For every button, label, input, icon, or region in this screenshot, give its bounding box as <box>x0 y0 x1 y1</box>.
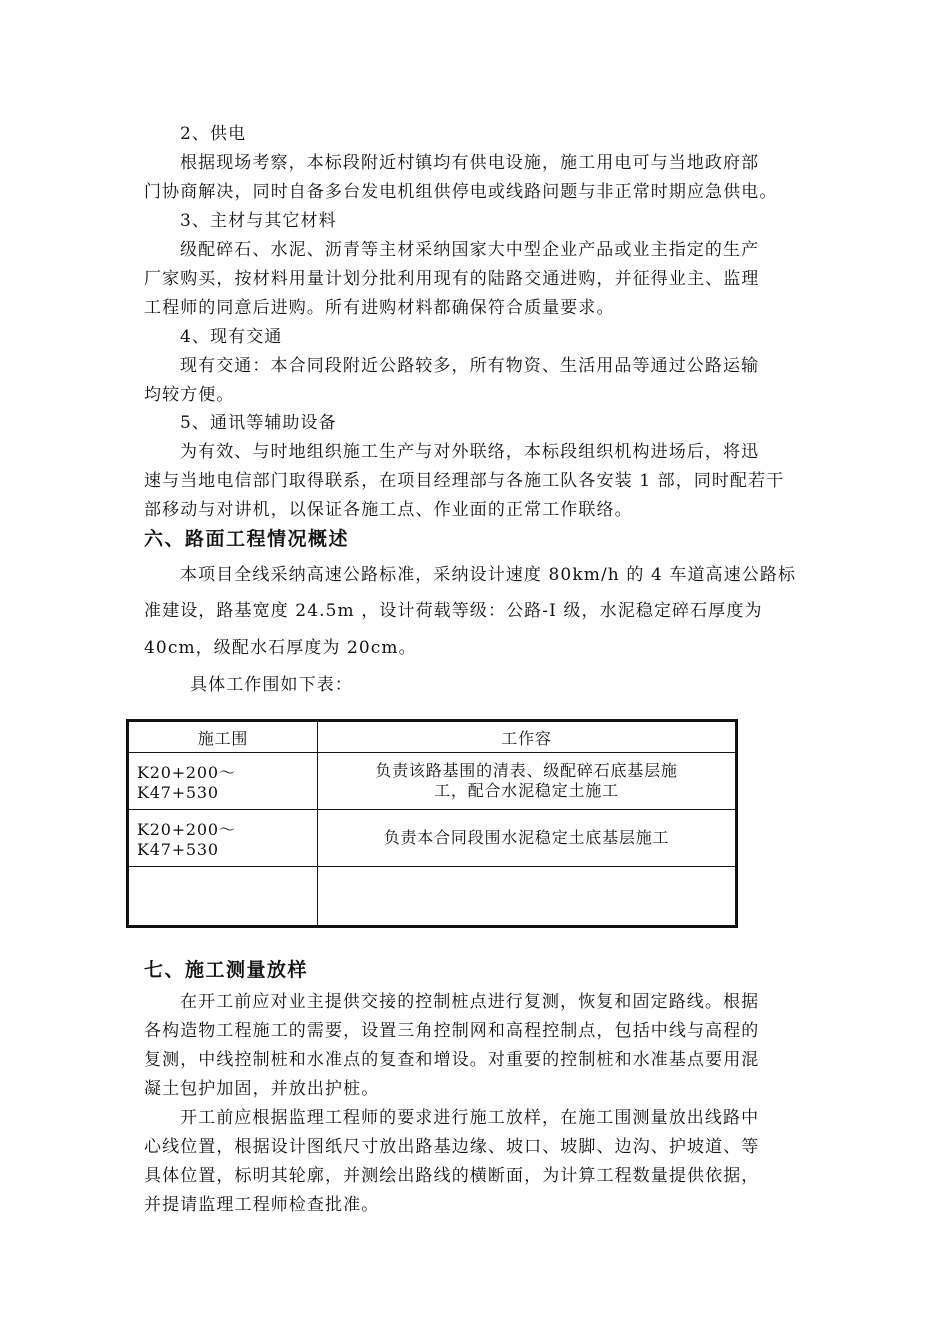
table-cell-range <box>128 867 318 927</box>
section-7-paragraph-line-4: 凝土包护加固，并放出护桩。 <box>144 1079 380 1099</box>
section-7-paragraph-line-8: 并提请监理工程师检查批准。 <box>144 1195 380 1215</box>
table-row <box>128 810 737 867</box>
section-7-paragraph-line-6: 心线位置，根据设计图纸尺寸放出路基边缘、坡口、坡脚、边沟、护坡道、等 <box>144 1137 760 1157</box>
table-cell-range: K20+200～K47+530 <box>128 810 318 867</box>
traffic-paragraph-line-2: 均较方便。 <box>144 385 235 405</box>
table-header-range: 施工围 <box>128 721 318 753</box>
work-scope-table <box>126 719 738 928</box>
table-header-row <box>128 721 737 753</box>
table-cell-work <box>318 753 737 810</box>
table-cell-work-line: 负责该路基围的清表、级配碎石底基层施 <box>375 761 678 780</box>
materials-paragraph-line-3: 工程师的同意后进购。所有进购材料都确保符合质量要求。 <box>144 298 615 318</box>
section-7-paragraph-line-3: 复测，中线控制桩和水准点的复查和增设。对重要的控制桩和水准基点要用混 <box>144 1050 760 1070</box>
section-7-paragraph-line-2: 各构造物工程施工的需要，设置三角控制网和高程控制点，包括中线与高程的 <box>144 1021 760 1041</box>
section-7-paragraph-line-7: 具体位置，标明其轮廓，并测绘出路线的横断面，为计算工程数量提供依据， <box>144 1166 760 1186</box>
power-heading: 2、供电 <box>180 124 247 144</box>
traffic-paragraph-line-1: 现有交通：本合同段附近公路较多，所有物资、生活用品等通过公路运输 <box>180 356 760 376</box>
table-cell-range: K20+200～K47+530 <box>128 753 318 810</box>
section-7-heading: 七、施工测量放样 <box>144 959 309 981</box>
table-header-work: 工作容 <box>318 721 737 753</box>
section-6-paragraph-line-3: 40cm，级配水石厚度为 20cm。 <box>144 638 417 658</box>
comm-paragraph-line-1: 为有效、与时地组织施工生产与对外联络，本标段组织机构进场后，将迅 <box>180 442 760 462</box>
comm-paragraph-line-3: 部移动与对讲机，以保证各施工点、作业面的正常工作联络。 <box>144 500 633 520</box>
table-row <box>128 753 737 810</box>
table-cell-work <box>318 810 737 867</box>
table-cell-work-line: 工，配合水泥稳定土施工 <box>434 781 619 800</box>
power-paragraph-line-2: 门协商解决，同时自备多台发电机组供停电或线路问题与非正常时期应急供电。 <box>144 182 778 202</box>
section-7-paragraph-line-5: 开工前应根据监理工程师的要求进行施工放样，在施工围测量放出线路中 <box>180 1108 760 1128</box>
section-6-heading: 六、路面工程情况概述 <box>144 528 350 550</box>
traffic-heading: 4、现有交通 <box>180 327 283 347</box>
comm-heading: 5、通讯等辅助设备 <box>180 413 337 433</box>
section-6-paragraph-line-1: 本项目全线采纳高速公路标准，采纳设计速度 80km/h 的 4 车道高速公路标 <box>180 565 797 585</box>
table-row <box>128 867 737 927</box>
comm-paragraph-line-2: 速与当地电信部门取得联系，在项目经理部与各施工队各安装 1 部，同时配若干 <box>144 471 785 491</box>
section-6-paragraph-line-2: 准建设，路基宽度 24.5m ，设计荷载等级：公路-Ⅰ 级，水泥稳定碎石厚度为 <box>144 601 763 621</box>
materials-heading: 3、主材与其它材料 <box>180 211 337 231</box>
power-paragraph-line-1: 根据现场考察，本标段附近村镇均有供电设施，施工用电可与当地政府部 <box>180 153 760 173</box>
table-cell-work-line: 负责本合同段围水泥稳定土底基层施工 <box>383 828 670 847</box>
table-intro: 具体工作围如下表： <box>190 675 353 695</box>
materials-paragraph-line-1: 级配碎石、水泥、沥青等主材采纳国家大中型企业产品或业主指定的生产 <box>180 240 760 260</box>
materials-paragraph-line-2: 厂家购买，按材料用量计划分批利用现有的陆路交通进购，并征得业主、监理 <box>144 269 760 289</box>
section-7-paragraph-line-1: 在开工前应对业主提供交接的控制桩点进行复测，恢复和固定路线。根据 <box>180 992 760 1012</box>
table-cell-work <box>318 867 737 927</box>
